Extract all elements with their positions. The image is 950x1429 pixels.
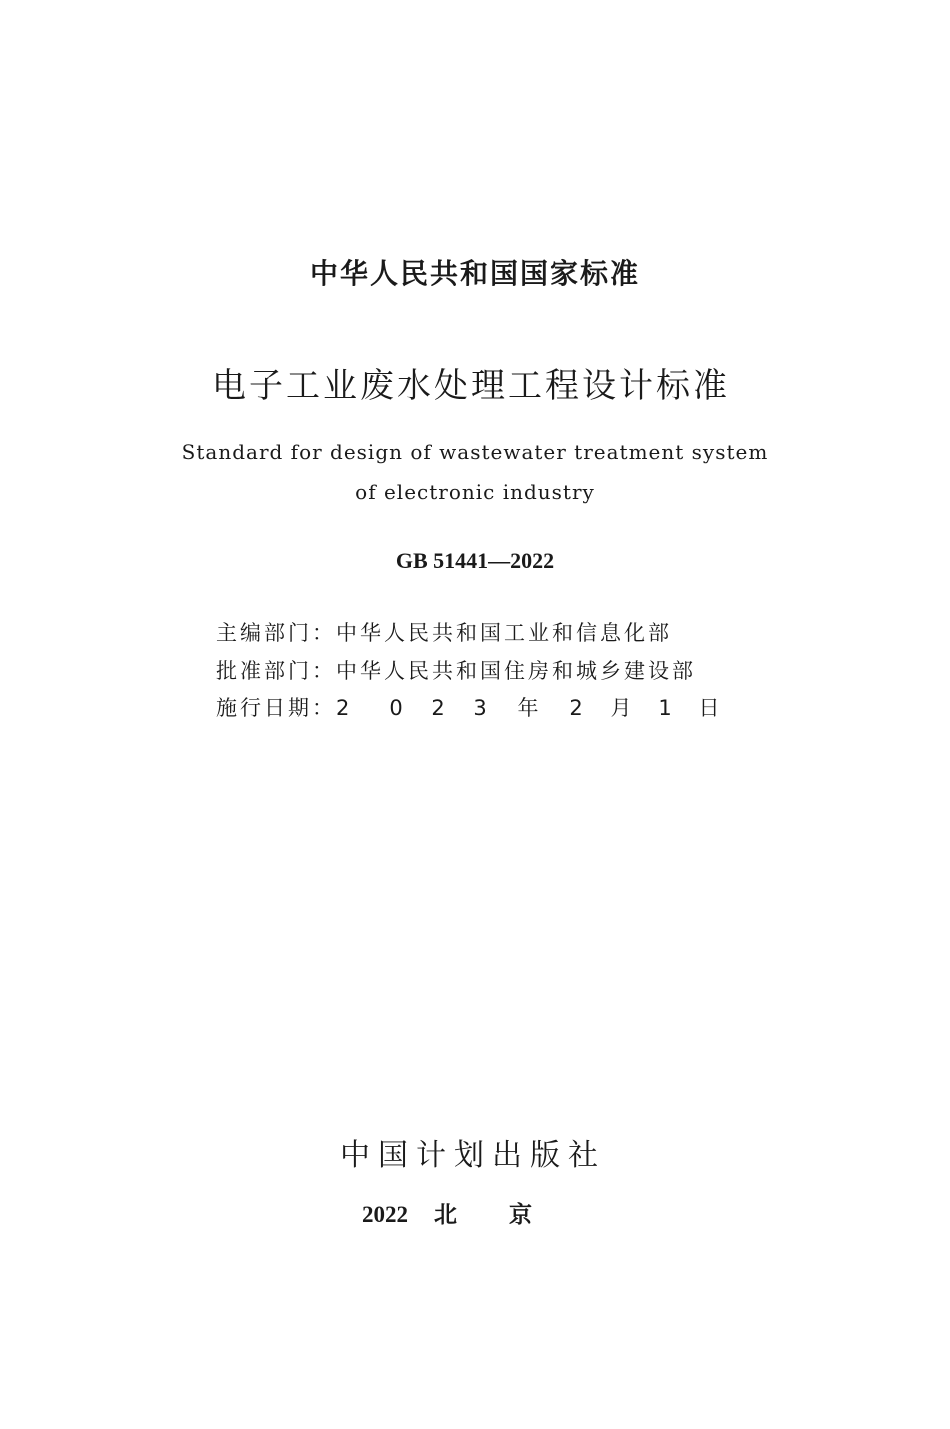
editor-department — [216, 617, 736, 647]
date-char: 3 — [473, 696, 487, 720]
effective-date — [216, 692, 736, 722]
approver-department — [216, 655, 736, 685]
editor-label: 主编部门： — [216, 621, 336, 645]
standard-title-chinese: 电子工业废水处理工程设计标准 — [212, 366, 730, 406]
date-char: 2 — [569, 696, 583, 720]
approver-value: 中华人民共和国住房和城乡建设部 — [336, 659, 696, 683]
publication-year: 2022 — [362, 1202, 408, 1227]
standard-title-english-line2: of electronic industry — [355, 480, 595, 504]
date-char: 2 — [336, 696, 350, 720]
date-char: 月 — [610, 696, 632, 720]
standard-title-english-line1: Standard for design of wastewater treatment system — [181, 440, 769, 464]
standard-code: GB 51441—2022 — [395, 548, 555, 573]
date-char: 0 — [389, 696, 403, 720]
publisher: 中国计划出版社 — [340, 1138, 606, 1173]
effective-date-value — [336, 692, 732, 722]
series-title: 中华人民共和国国家标准 — [309, 257, 640, 290]
date-char: 1 — [658, 696, 672, 720]
effective-label: 施行日期： — [216, 696, 336, 720]
approver-label: 批准部门： — [216, 659, 336, 683]
publication-year-city — [0, 1196, 948, 1229]
date-char: 2 — [431, 696, 445, 720]
date-char: 日 — [698, 696, 720, 720]
publication-city: 北京 — [434, 1202, 584, 1228]
date-char: 年 — [517, 696, 539, 720]
editor-value: 中华人民共和国工业和信息化部 — [336, 621, 672, 645]
